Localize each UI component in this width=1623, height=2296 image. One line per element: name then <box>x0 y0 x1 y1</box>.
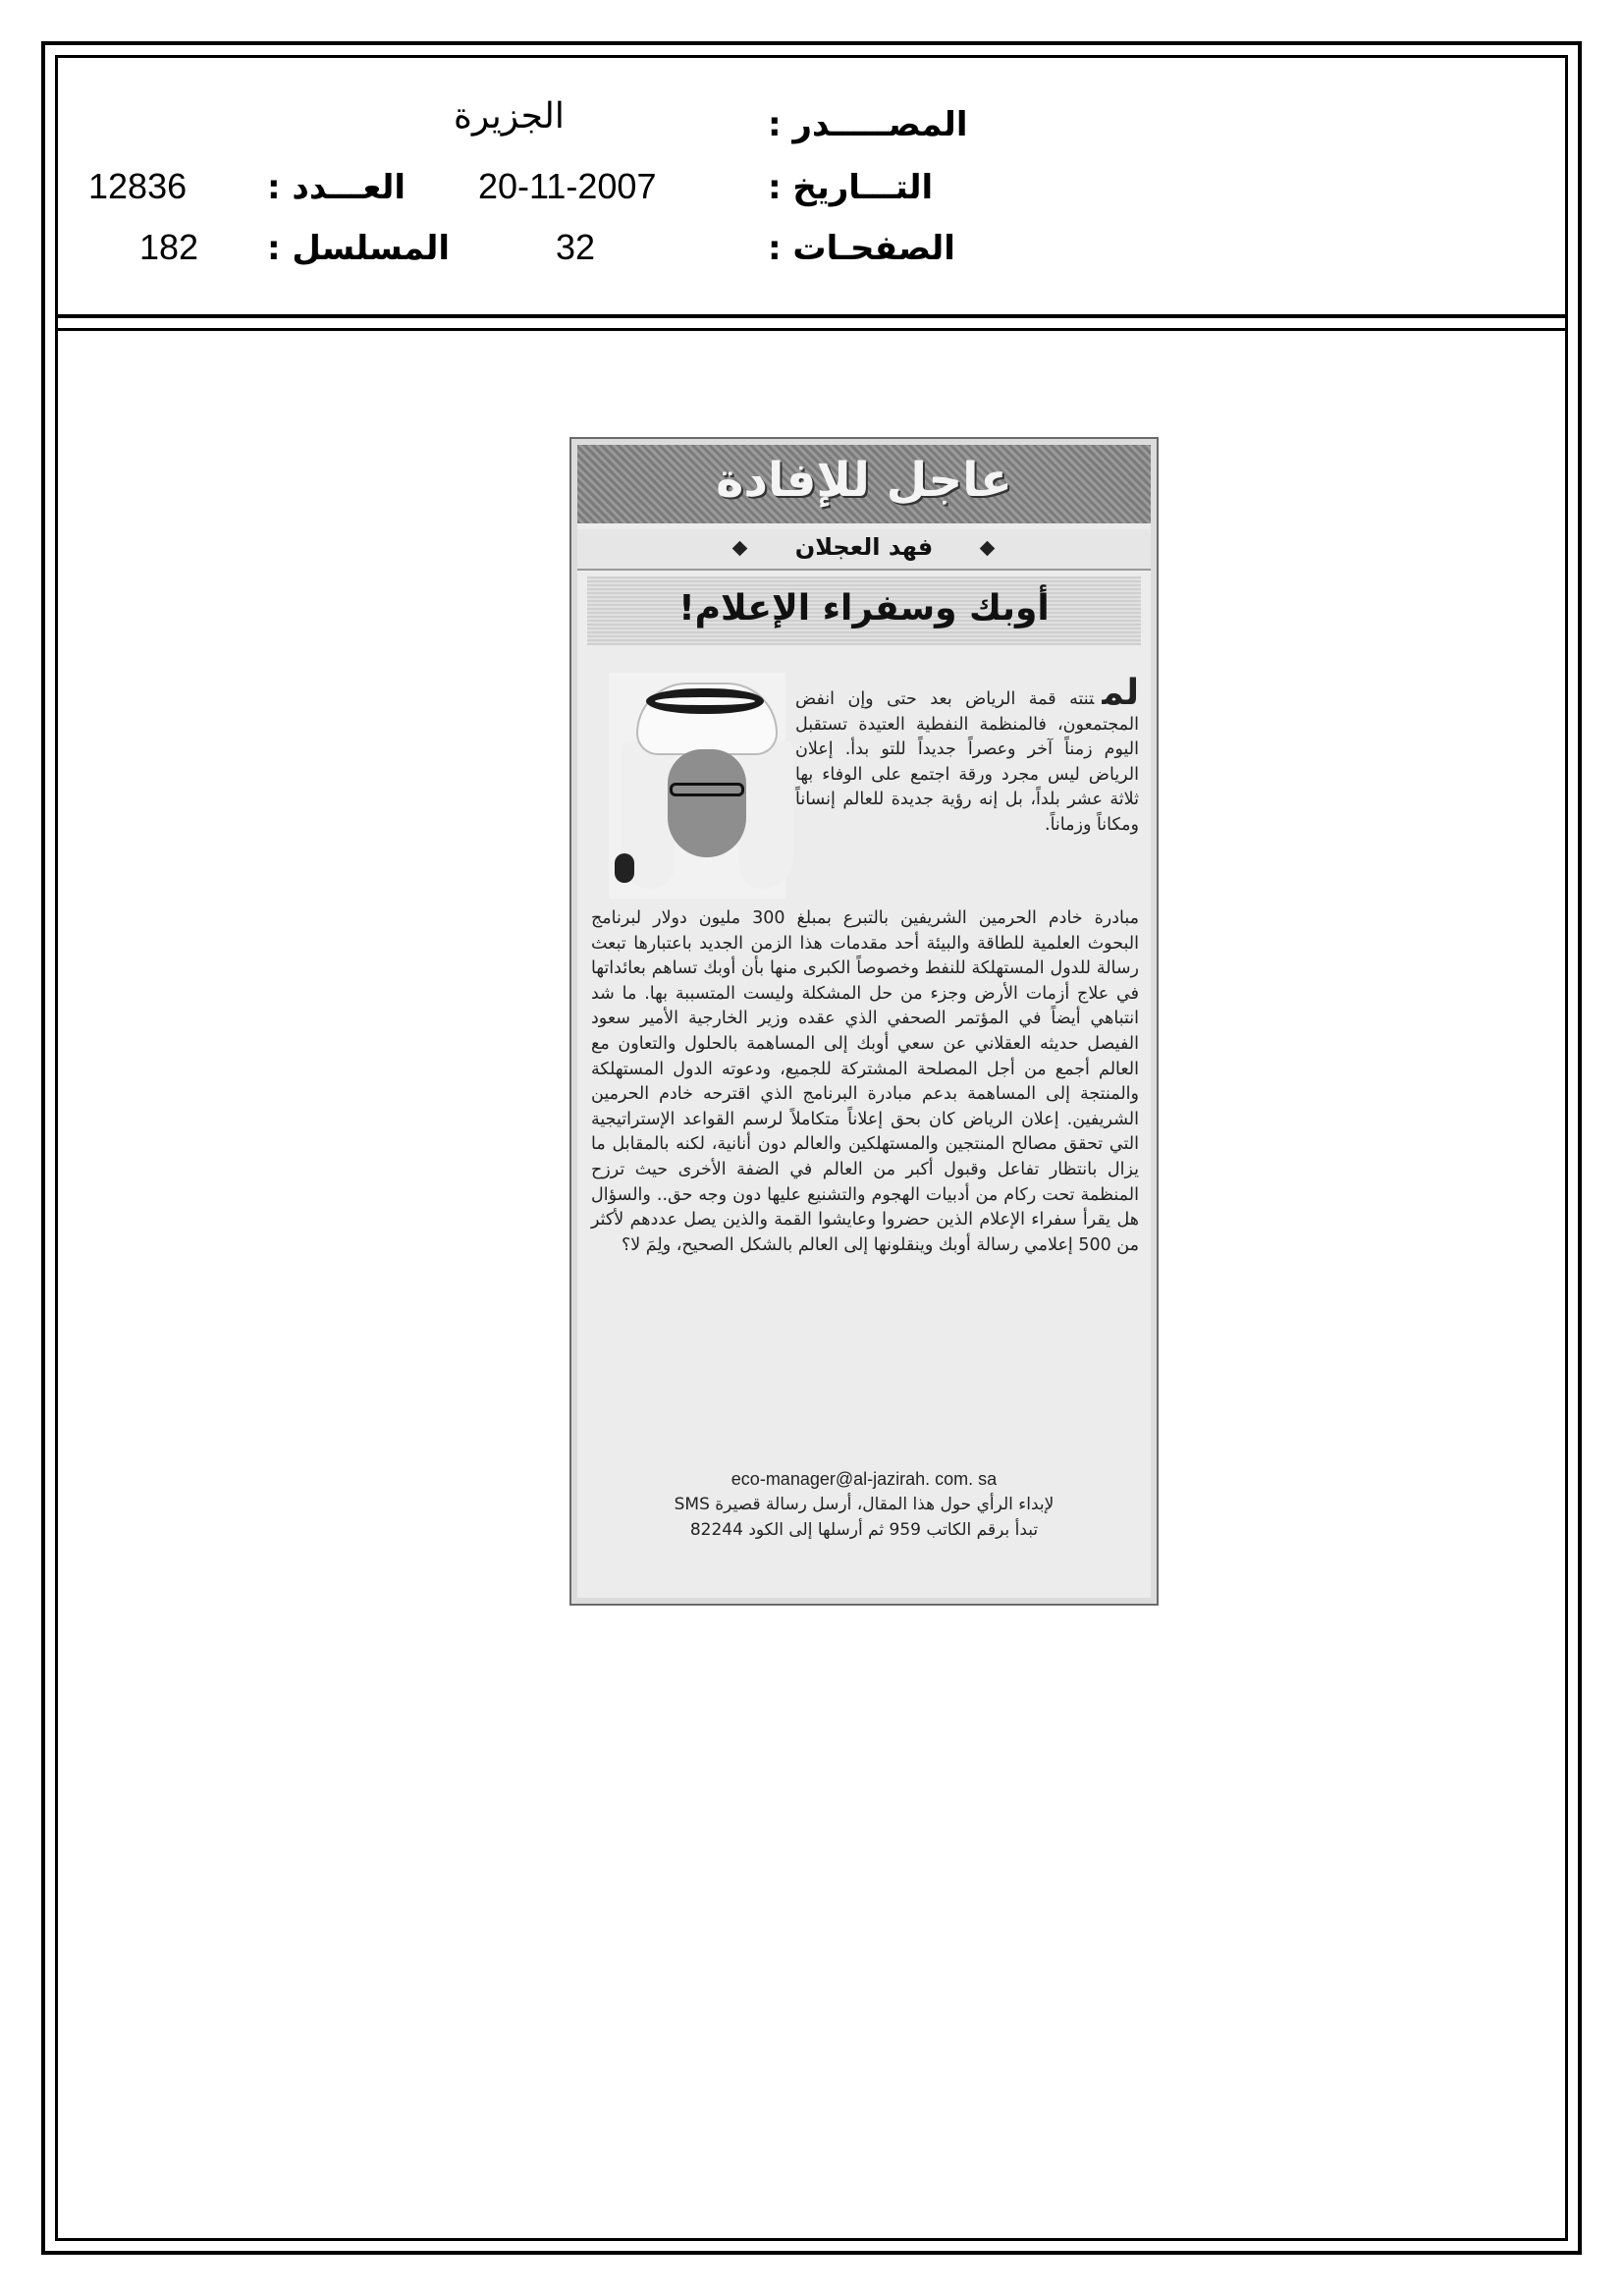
source-value: الجزيرة <box>454 95 565 136</box>
body-paragraph: مبادرة خادم الحرمين الشريفين بالتبرع بمبلغ 300 مليون دولار لبرنامج البحوث العلمية للطاقة والبيئة أحد مقدمات هذا الزمن الجديد باعتبارها تبعث رسالة للدول المستهلكة للنفط وخصوصاً الكبرى منها بأن أوبك تساهم بعائداتها في علاج أزمات الأرض وجزء من حل المشكلة وليست المتسببة بها. ما شد انتباهي أيضاً في المؤتمر الصحفي الذي عقده وزير الخارجية الأمير سعود الفيصل حديثه العقلاني عن سعي أوبك إلى المساهمة بالحلول والتعاون مع العالم أجمع من أجل المصلحة المشتركة للجميع، ودعوته الدول المستهلكة والمنتجة إلى المساهمة بدعم مبادرة البرنامج الذي اقترحه خادم الحرمين الشريفين. إعلان الرياض كان بحق إعلاناً متكاملاً لرسم القواعد الإستراتيجية التي تحقق مصالح المنتجين والمستهلكين والعالم دون أنانية، لكنه بالمقابل ما يزال بانتظار تفاعل وقبول أكبر من العالم في الضفة الأخرى حيث ترزح المنظمة تحت ركام من أدبيات الهجوم والتشنيع عليها دون وجه حق.. والسؤال هل يقرأ سفراء الإعلام الذين حضروا وعايشوا القمة والذين يصل عددهم لأكثر من 500 إعلامي رسالة أوبك وينقلونها إلى العالم بالشكل الصحيح، ولِمَ لا؟ <box>591 908 1139 1255</box>
header-divider <box>55 314 1568 318</box>
column-banner-title: عاجل للإفادة <box>716 453 1012 508</box>
article-body <box>591 906 1139 1258</box>
date-value: 20-11-2007 <box>478 166 657 206</box>
source-label: المصـــــدر : <box>768 105 968 144</box>
author-name: فهد العجلان <box>794 533 934 561</box>
lede-word: لم <box>1102 673 1139 713</box>
author-bar <box>577 529 1151 571</box>
photo-ghutra-right <box>739 741 793 889</box>
clipping-paper <box>577 445 1151 1598</box>
sms-instruction-2: تبدأ برقم الكاتب 959 ثم أرسلها إلى الكود 82244 <box>689 1520 1039 1540</box>
photo-shoulder <box>615 853 634 883</box>
photo-agal <box>646 688 764 714</box>
photo-glasses <box>670 783 744 796</box>
newspaper-clipping <box>569 437 1159 1606</box>
date-label: التـــاريخ : <box>768 168 934 207</box>
sms-instruction-1: لإبداء الرأي حول هذا المقال، أرسل رسالة قصيرة SMS <box>674 1495 1055 1514</box>
issue-label: العـــدد : <box>267 168 406 207</box>
lede-text: تنته قمة الرياض بعد حتى وإن انفض المجتمعون، فالمنظمة النفطية العتيدة تستقبل اليوم زمناً آخر وعصراً جديداً للتو بدأ. إعلان الرياض ليس مجرد ورقة اجتمع على الوفاء بها ثلاثة عشر بلداً، بل إنه رؤية جديدة للعالم إنساناً ومكاناً وزماناً. <box>795 689 1139 835</box>
headline: أوبك وسفراء الإعلام! <box>678 588 1050 629</box>
serial-label: المسلسل : <box>267 229 451 268</box>
author-photo <box>609 673 785 899</box>
serial-value: 182 <box>139 227 199 267</box>
article-footer <box>587 1466 1141 1543</box>
author-email: eco-manager@al-jazirah. com. sa <box>730 1469 998 1489</box>
issue-value: 12836 <box>88 166 188 206</box>
pages-label: الصفحـات : <box>768 229 955 268</box>
column-banner <box>577 445 1151 523</box>
header-divider-inner <box>55 328 1568 331</box>
pages-value: 32 <box>556 227 596 267</box>
article-lede <box>795 673 1139 839</box>
headline-box <box>587 576 1141 645</box>
photo-face <box>668 749 746 857</box>
